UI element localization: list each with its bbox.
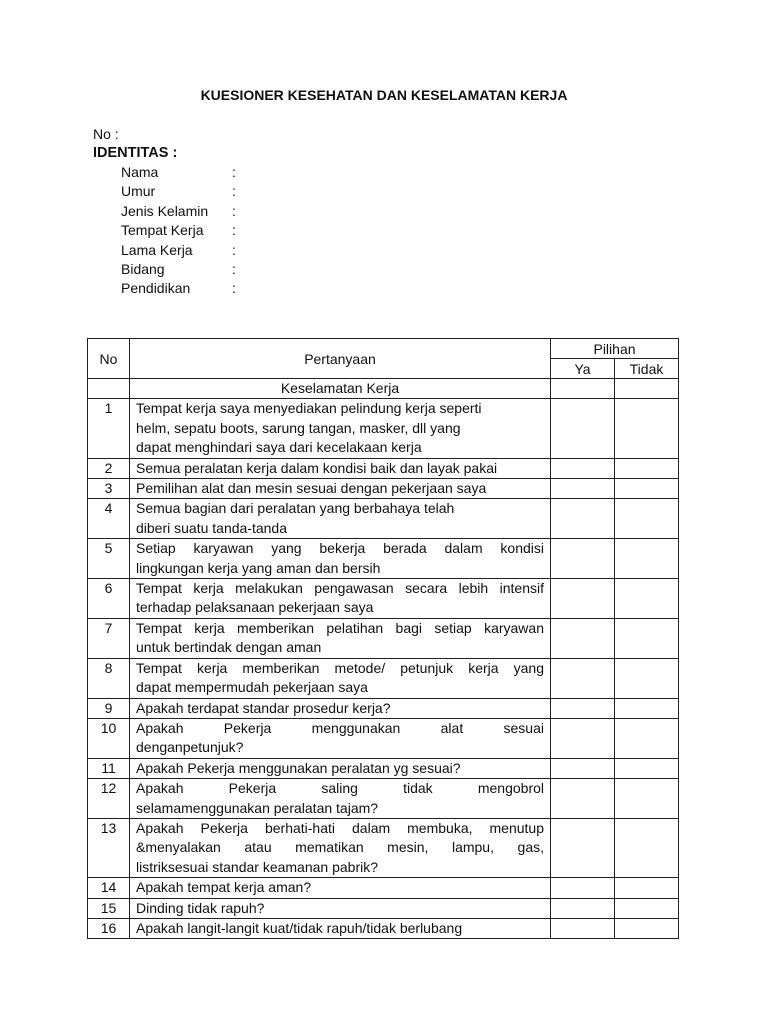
table-row (88, 399, 679, 458)
question-text (130, 399, 551, 458)
answer-yes-cell[interactable] (551, 499, 615, 539)
question-line: Dinding tidak rapuh? (136, 899, 265, 916)
header-no: No (88, 339, 130, 379)
header-no-option: Tidak (615, 359, 679, 379)
table-row (88, 878, 679, 898)
questionnaire-table (87, 338, 679, 939)
answer-no-cell[interactable] (615, 539, 679, 579)
table-row (88, 698, 679, 718)
identity-field (121, 241, 236, 260)
table-row (88, 718, 679, 758)
question-text (130, 458, 551, 478)
identity-field-label: Tempat Kerja (121, 222, 204, 239)
question-text (130, 878, 551, 898)
identity-field-label: Jenis Kelamin (121, 202, 209, 219)
answer-no-cell[interactable] (615, 898, 679, 918)
row-number: 10 (88, 718, 130, 758)
identity-field (121, 182, 236, 201)
answer-yes-cell[interactable] (551, 399, 615, 458)
question-text (130, 499, 551, 539)
identity-field-colon: : (232, 280, 236, 297)
answer-no-cell[interactable] (615, 918, 679, 938)
identity-field-label: Pendidikan (121, 280, 191, 297)
row-number: 6 (88, 579, 130, 619)
identity-field-colon: : (232, 222, 236, 239)
question-line: selamamenggunakan peralatan tajam? (136, 799, 379, 816)
question-text (130, 618, 551, 658)
identity-field-label: Nama (121, 164, 159, 180)
question-line: dapat menghindari saya dari kecelakaan kerja (136, 439, 422, 456)
table-row (88, 618, 679, 658)
answer-no-cell[interactable] (615, 878, 679, 898)
question-text (130, 698, 551, 718)
answer-no-cell[interactable] (615, 758, 679, 778)
answer-no-cell[interactable] (615, 458, 679, 478)
identity-field-label: Bidang (121, 260, 165, 277)
identity-field-colon: : (232, 183, 236, 200)
identity-field (121, 260, 236, 279)
row-number: 12 (88, 779, 130, 819)
identity-field (121, 221, 236, 240)
row-number: 15 (88, 898, 130, 918)
answer-no-cell[interactable] (615, 499, 679, 539)
question-text (130, 779, 551, 819)
identity-field-colon: : (232, 202, 236, 219)
question-line: Apakah terdapat standar prosedur kerja? (136, 699, 391, 716)
section-yes-cell (551, 379, 615, 399)
answer-yes-cell[interactable] (551, 818, 615, 877)
question-line: lingkungan kerja yang aman dan bersih (136, 559, 381, 576)
section-title: Keselamatan Kerja (130, 379, 551, 399)
identity-field-label: Lama Kerja (121, 241, 193, 258)
table-row (88, 658, 679, 698)
questionnaire-number-label: No : (93, 126, 119, 142)
identity-field-colon: : (232, 260, 236, 277)
question-line: &menyalakan atau mematikan mesin, lampu, gas, (136, 839, 544, 856)
row-number: 16 (88, 918, 130, 938)
row-number: 11 (88, 758, 130, 778)
identity-field-colon: : (232, 241, 236, 258)
answer-yes-cell[interactable] (551, 918, 615, 938)
question-line: Semua bagian dari peralatan yang berbahaya telah (136, 500, 455, 517)
answer-yes-cell[interactable] (551, 758, 615, 778)
identity-heading: IDENTITAS : (93, 145, 178, 161)
question-line: Tempat kerja memberikan pelatihan bagi setiap karyawan (136, 619, 544, 636)
question-line: helm, sepatu boots, sarung tangan, masker, dll yang (136, 419, 461, 436)
answer-yes-cell[interactable] (551, 878, 615, 898)
identity-fields (121, 163, 236, 299)
question-line: terhadap pelaksanaan pekerjaan saya (136, 599, 374, 616)
row-number: 1 (88, 399, 130, 458)
answer-no-cell[interactable] (615, 698, 679, 718)
question-line: Apakah Pekerja saling tidak mengobrol (136, 780, 544, 797)
table-row (88, 779, 679, 819)
question-line: Apakah langit-langit kuat/tidak rapuh/tidak berlubang (136, 919, 463, 936)
question-text (130, 918, 551, 938)
table-row (88, 918, 679, 938)
header-yes: Ya (551, 359, 615, 379)
question-text (130, 579, 551, 619)
question-line: untuk bertindak dengan aman (136, 639, 322, 656)
identity-field (121, 163, 236, 182)
answer-no-cell[interactable] (615, 479, 679, 499)
table-row (88, 758, 679, 778)
question-line: Tempat kerja saya menyediakan pelindung kerja seperti (136, 400, 482, 417)
answer-yes-cell[interactable] (551, 658, 615, 698)
question-text (130, 658, 551, 698)
answer-yes-cell[interactable] (551, 458, 615, 478)
answer-yes-cell[interactable] (551, 698, 615, 718)
answer-no-cell[interactable] (615, 779, 679, 819)
answer-no-cell[interactable] (615, 818, 679, 877)
question-text (130, 539, 551, 579)
question-text (130, 479, 551, 499)
answer-no-cell[interactable] (615, 399, 679, 458)
question-text (130, 758, 551, 778)
question-text (130, 818, 551, 877)
question-line: Tempat kerja memberikan metode/ petunjuk kerja yang (136, 659, 544, 676)
answer-yes-cell[interactable] (551, 898, 615, 918)
row-number: 8 (88, 658, 130, 698)
table-row (88, 579, 679, 619)
question-line: denganpetunjuk? (136, 739, 244, 756)
section-no-option-cell (615, 379, 679, 399)
identity-field (121, 202, 236, 221)
question-line: Semua peralatan kerja dalam kondisi baik dan layak pakai (136, 459, 498, 476)
question-line: Apakah Pekerja berhati-hati dalam membuka, menutup (136, 819, 544, 836)
question-line: Pemilihan alat dan mesin sesuai dengan pekerjaan saya (136, 480, 487, 497)
table-row (88, 818, 679, 877)
row-number: 9 (88, 698, 130, 718)
row-number: 13 (88, 818, 130, 877)
section-row (88, 379, 679, 399)
answer-yes-cell[interactable] (551, 779, 615, 819)
identity-field (121, 279, 236, 298)
identity-field-colon: : (232, 164, 236, 180)
table-row (88, 539, 679, 579)
table-row (88, 458, 679, 478)
table-row (88, 479, 679, 499)
row-number: 5 (88, 539, 130, 579)
question-line: Apakah Pekerja menggunakan alat sesuai (136, 719, 544, 736)
answer-no-cell[interactable] (615, 618, 679, 658)
row-number: 4 (88, 499, 130, 539)
table-row (88, 898, 679, 918)
answer-no-cell[interactable] (615, 718, 679, 758)
question-text (130, 898, 551, 918)
answer-yes-cell[interactable] (551, 579, 615, 619)
answer-no-cell[interactable] (615, 579, 679, 619)
question-line: Tempat kerja melakukan pengawasan secara lebih intensif (136, 580, 544, 597)
document-title: KUESIONER KESEHATAN DAN KESELAMATAN KERJA (200, 87, 568, 103)
identity-field-label: Umur (121, 183, 156, 200)
header-question: Pertanyaan (130, 339, 551, 379)
question-line: Setiap karyawan yang bekerja berada dalam kondisi (136, 540, 544, 557)
answer-yes-cell[interactable] (551, 718, 615, 758)
answer-yes-cell[interactable] (551, 479, 615, 499)
section-no-cell (88, 379, 130, 399)
question-text (130, 718, 551, 758)
row-number: 7 (88, 618, 130, 658)
row-number: 3 (88, 479, 130, 499)
answer-yes-cell[interactable] (551, 539, 615, 579)
question-line: Apakah Pekerja menggunakan peralatan yg sesuai? (136, 759, 461, 776)
row-number: 14 (88, 878, 130, 898)
header-choice: Pilihan (551, 339, 679, 359)
answer-no-cell[interactable] (615, 658, 679, 698)
question-line: Apakah tempat kerja aman? (136, 879, 312, 896)
question-line: dapat mempermudah pekerjaan saya (136, 679, 368, 696)
question-line: listriksesuai standar keamanan pabrik? (136, 858, 379, 875)
table-row (88, 499, 679, 539)
row-number: 2 (88, 458, 130, 478)
question-line: diberi suatu tanda-tanda (136, 519, 287, 536)
answer-yes-cell[interactable] (551, 618, 615, 658)
